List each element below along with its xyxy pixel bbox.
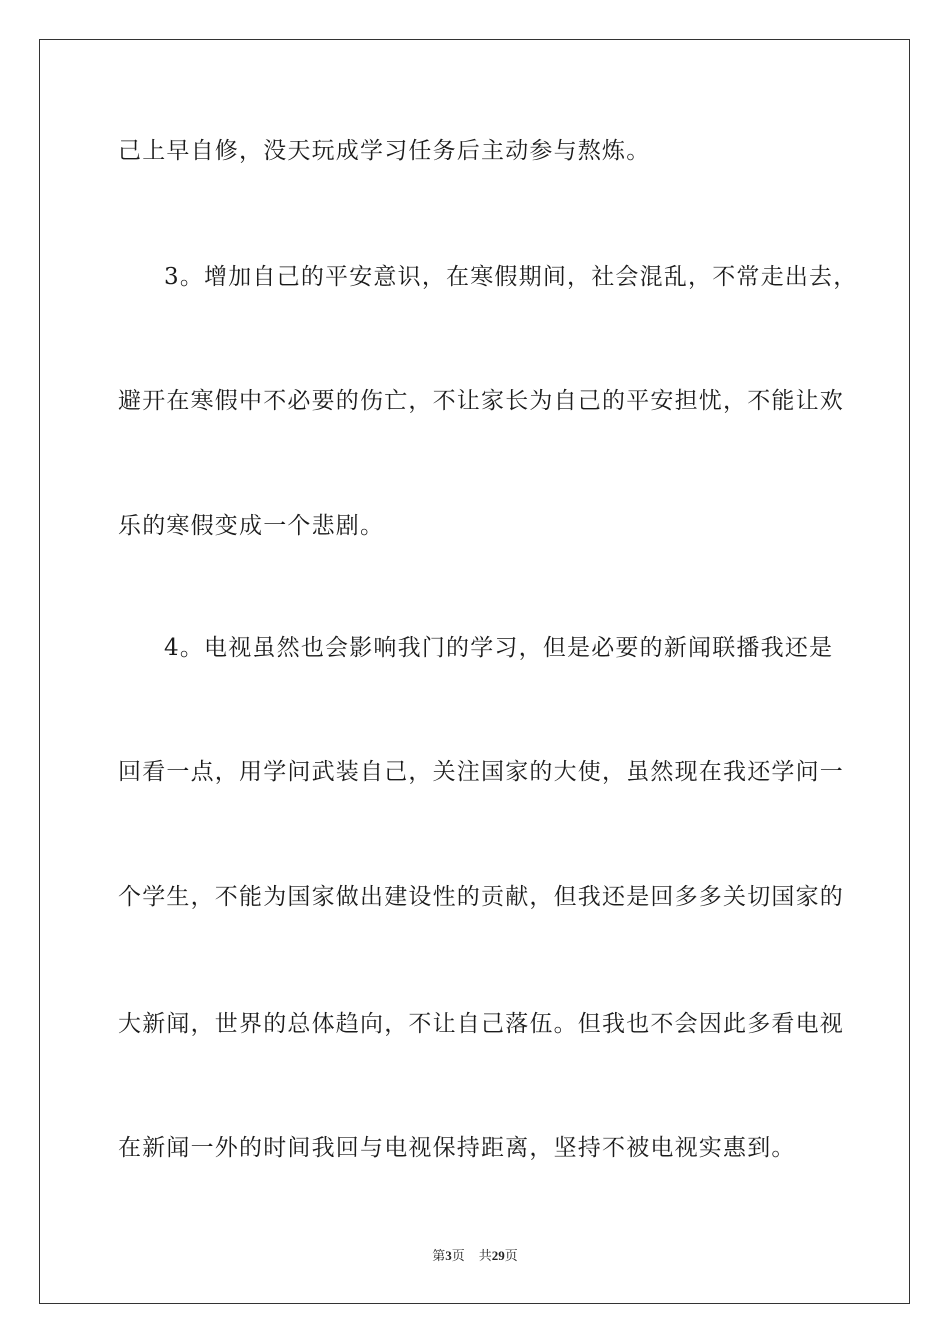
page-footer [0, 1247, 950, 1265]
total-prefix: 共 [478, 1248, 492, 1263]
page-prefix: 第 [432, 1248, 446, 1263]
total-page-count: 29 [491, 1248, 505, 1263]
body-text-line: 避开在寒假中不必要的伤亡，不让家长为自己的平安担忧，不能让欢 [118, 388, 844, 414]
body-text-line: 乐的寒假变成一个悲剧。 [118, 513, 385, 539]
page-suffix: 页 [451, 1248, 465, 1263]
body-text-line: 回看一点，用学问武装自己，关注国家的大使，虽然现在我还学问一 [118, 759, 844, 785]
body-text-line: 在新闻一外的时间我回与电视保持距离，坚持不被电视实惠到。 [118, 1135, 796, 1161]
body-text-line: 己上早自修，没天玩成学习任务后主动参与熬炼。 [118, 138, 651, 164]
body-text-line: 4。电视虽然也会影响我门的学习，但是必要的新闻联播我还是 [164, 635, 834, 661]
body-text-line: 大新闻，世界的总体趋向，不让自己落伍。但我也不会因此多看电视 [118, 1011, 844, 1037]
page-border [39, 39, 910, 1304]
body-text-line: 3。增加自己的平安意识，在寒假期间，社会混乱，不常走出去， [164, 264, 858, 290]
body-text-line: 个学生，不能为国家做出建设性的贡献，但我还是回多多关切国家的 [118, 884, 844, 910]
total-suffix: 页 [504, 1248, 518, 1263]
current-page-number: 3 [445, 1248, 452, 1263]
